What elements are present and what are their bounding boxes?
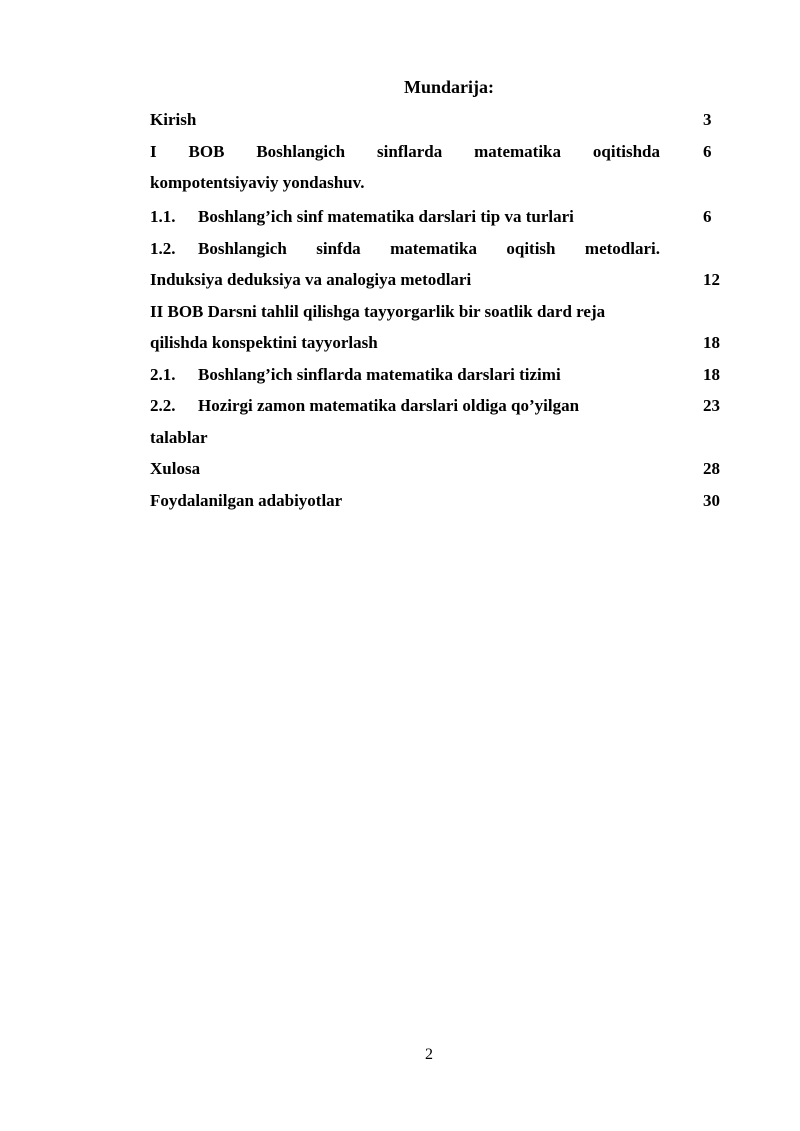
toc-entry xyxy=(150,393,724,425)
toc-entry-title: talablar xyxy=(150,427,208,447)
toc-entry xyxy=(150,139,724,171)
toc-entry-title xyxy=(150,362,660,388)
toc-entry-page: 6 xyxy=(703,207,712,226)
toc-entry-page: 23 xyxy=(703,396,720,415)
toc-entry-page: 3 xyxy=(703,110,712,129)
toc-entry-label: Boshlang’ich sinf matematika darslari tip va turlari xyxy=(198,207,574,226)
toc-entry-title: I BOB Boshlangich sinflarda matematika oqitishda xyxy=(150,141,660,161)
toc-entry xyxy=(150,204,724,236)
toc-entry-label: Hozirgi zamon matematika darslari oldiga qo’yilgan xyxy=(198,396,580,415)
toc-entry-title: Foydalanilgan adabiyotlar xyxy=(150,490,343,510)
toc-entry-title xyxy=(150,204,660,230)
toc-entry-page: 12 xyxy=(703,270,720,289)
toc-entry-title: Induksiya deduksiya va analogiya metodlari xyxy=(150,270,472,289)
toc-entry-title: qilishda konspektini tayyorlash xyxy=(150,333,378,352)
toc-entry-number: 2.2. xyxy=(150,396,176,415)
toc-entry xyxy=(150,107,724,139)
toc-entry xyxy=(150,488,724,520)
page-title: Mundarija: xyxy=(404,77,494,97)
toc-entry xyxy=(150,425,724,457)
toc-entry-page: 30 xyxy=(703,490,720,510)
toc-entry xyxy=(150,267,724,299)
toc-entry-number: 1.1. xyxy=(150,207,176,226)
toc-entry xyxy=(150,330,724,362)
toc-entry-title xyxy=(150,393,660,419)
toc-entry-page: 18 xyxy=(703,333,720,352)
toc-entry xyxy=(150,170,724,204)
toc-entry xyxy=(150,299,724,331)
toc-entry-label: Boshlang’ich sinflarda matematika darslari tizimi xyxy=(198,364,561,384)
toc-entry-page: 28 xyxy=(703,459,720,478)
toc-entry-number: 1.2. xyxy=(150,238,176,258)
toc-entry xyxy=(150,236,724,268)
table-of-contents xyxy=(150,107,724,519)
toc-entry-title xyxy=(150,236,660,262)
toc-entry-page: 6 xyxy=(703,141,712,161)
toc-entry-title: kompotentsiyaviy yondashuv. xyxy=(150,173,365,192)
toc-entry xyxy=(150,362,724,394)
toc-entry-number: 2.1. xyxy=(150,364,176,384)
toc-entry-title: II BOB Darsni tahlil qilishga tayyorgarlik bir soatlik dard reja xyxy=(150,301,606,321)
toc-entry-title: Xulosa xyxy=(150,459,201,478)
toc-entry-label: Boshlangich sinfda matematika oqitish metodlari. xyxy=(198,238,660,258)
toc-entry-title: Kirish xyxy=(150,110,197,129)
toc-entry xyxy=(150,456,724,488)
page-number: 2 xyxy=(425,1046,433,1063)
toc-entry-page: 18 xyxy=(703,364,720,384)
